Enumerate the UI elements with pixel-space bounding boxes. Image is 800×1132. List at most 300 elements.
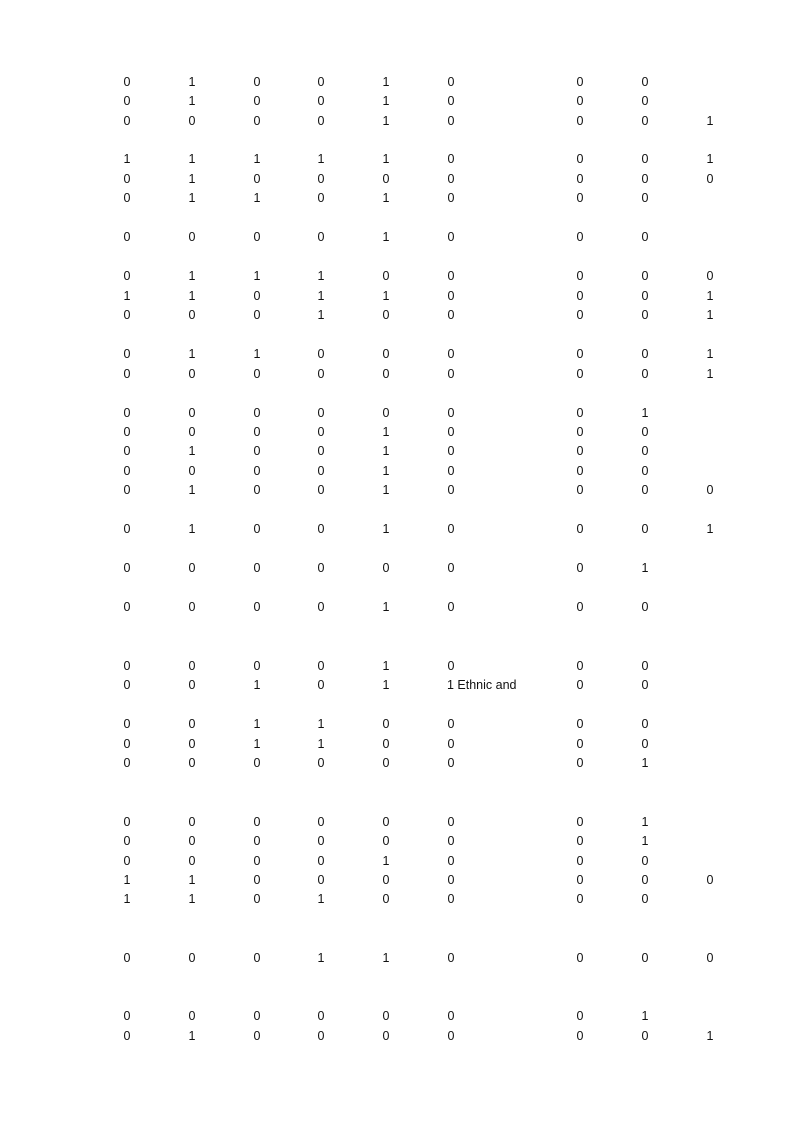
table-cell: 0 [123, 425, 131, 439]
table-cell: 0 [576, 854, 584, 868]
table-cell: 0 [447, 892, 455, 906]
table-cell: 0 [576, 367, 584, 381]
table-row [0, 345, 800, 363]
table-cell: 0 [447, 269, 455, 283]
table-cell: 0 [317, 522, 325, 536]
table-cell: 0 [382, 347, 390, 361]
table-cell: 0 [576, 834, 584, 848]
table-cell: 0 [188, 678, 196, 692]
table-cell: 0 [253, 308, 261, 322]
table-cell: 0 [253, 522, 261, 536]
table-cell: 0 [576, 347, 584, 361]
table-cell: 0 [576, 75, 584, 89]
table-cell: 0 [317, 114, 325, 128]
table-cell: 1 [188, 444, 196, 458]
table-cell: 1 [253, 191, 261, 205]
table-row [0, 735, 800, 753]
table-cell: 0 [317, 483, 325, 497]
table-cell: 1 [188, 152, 196, 166]
table-row [0, 890, 800, 908]
table-cell: 0 [641, 659, 649, 673]
table-cell: 1 [706, 367, 714, 381]
table-cell: 0 [253, 1009, 261, 1023]
table-cell: 0 [317, 561, 325, 575]
table-cell: 0 [253, 756, 261, 770]
table-cell: 1 [188, 94, 196, 108]
table-cell: 1 [641, 561, 649, 575]
table-cell: 0 [123, 1029, 131, 1043]
table-cell: 0 [641, 75, 649, 89]
table-cell: 0 [641, 347, 649, 361]
table-cell: 0 [641, 873, 649, 887]
table-cell: 1 [706, 114, 714, 128]
table-cell: 0 [317, 444, 325, 458]
table-cell: 0 [576, 94, 584, 108]
table-cell: 0 [188, 951, 196, 965]
table-cell: 0 [253, 464, 261, 478]
table-cell: 0 [382, 561, 390, 575]
table-cell: 0 [253, 444, 261, 458]
table-cell: 1 [317, 152, 325, 166]
table-row [0, 228, 800, 246]
table-row [0, 150, 800, 168]
table-cell: 0 [317, 1009, 325, 1023]
table-cell: 1 [706, 1029, 714, 1043]
table-cell: 0 [123, 230, 131, 244]
table-cell: 0 [188, 230, 196, 244]
table-cell: 0 [641, 114, 649, 128]
table-cell: 0 [188, 659, 196, 673]
table-cell: 1 [188, 75, 196, 89]
table-cell: 0 [317, 425, 325, 439]
table-cell: 1 [188, 269, 196, 283]
table-cell: 1 [123, 289, 131, 303]
table-cell: 0 [641, 425, 649, 439]
table-row [0, 559, 800, 577]
table-cell: 0 [317, 406, 325, 420]
table-cell: 0 [253, 75, 261, 89]
table-cell: 0 [447, 1009, 455, 1023]
table-cell: 0 [123, 114, 131, 128]
table-row [0, 715, 800, 733]
table-cell: 0 [447, 737, 455, 751]
table-cell: 0 [317, 75, 325, 89]
table-cell: 1 [253, 347, 261, 361]
table-cell: 0 [641, 600, 649, 614]
table-cell: 0 [706, 951, 714, 965]
table-cell: 0 [576, 737, 584, 751]
table-cell: 0 [382, 873, 390, 887]
table-cell: 0 [123, 406, 131, 420]
table-cell: 0 [253, 367, 261, 381]
table-cell: 1 [188, 873, 196, 887]
table-cell: 0 [641, 522, 649, 536]
table-cell: 0 [576, 1009, 584, 1023]
table-cell: 0 [576, 561, 584, 575]
table-cell: 0 [188, 815, 196, 829]
table-cell: 0 [253, 94, 261, 108]
table-cell: 0 [382, 1029, 390, 1043]
table-row [0, 189, 800, 207]
table-cell: 0 [123, 600, 131, 614]
table-cell: 1 [382, 678, 390, 692]
table-cell: 0 [382, 269, 390, 283]
table-cell: 0 [382, 172, 390, 186]
table-cell: 1 [253, 737, 261, 751]
table-cell: 1 [188, 522, 196, 536]
table-cell: 0 [123, 367, 131, 381]
table-cell: 1 [317, 269, 325, 283]
table-cell: 0 [317, 230, 325, 244]
table-cell: 1 [641, 406, 649, 420]
table-cell: 0 [188, 717, 196, 731]
table-cell: 0 [641, 289, 649, 303]
table-cell: 1 [382, 854, 390, 868]
table-cell: 0 [253, 230, 261, 244]
table-cell: 0 [253, 892, 261, 906]
table-row [0, 871, 800, 889]
table-cell: 0 [188, 1009, 196, 1023]
table-cell: 0 [706, 172, 714, 186]
table-cell: 0 [576, 600, 584, 614]
table-cell: 0 [576, 659, 584, 673]
table-cell: 0 [317, 678, 325, 692]
table-row [0, 404, 800, 422]
table-cell: 0 [641, 678, 649, 692]
table-cell: 0 [576, 678, 584, 692]
table-cell: 0 [447, 659, 455, 673]
table-cell: 1 [382, 152, 390, 166]
table-row [0, 365, 800, 383]
table-cell: 0 [382, 756, 390, 770]
table-cell: 0 [447, 483, 455, 497]
table-row [0, 1007, 800, 1025]
table-cell: 0 [641, 444, 649, 458]
table-cell: 0 [576, 308, 584, 322]
table-cell: 0 [253, 483, 261, 497]
table-cell: 1 [253, 717, 261, 731]
table-cell: 0 [447, 230, 455, 244]
table-cell: 1 [317, 951, 325, 965]
table-cell: 0 [253, 873, 261, 887]
table-cell: 0 [576, 1029, 584, 1043]
table-cell: 0 [447, 152, 455, 166]
table-cell: 0 [188, 756, 196, 770]
table-cell: 0 [317, 94, 325, 108]
table-cell: 0 [123, 659, 131, 673]
table-row [0, 832, 800, 850]
table-cell: 0 [123, 444, 131, 458]
table-cell: 1 [706, 289, 714, 303]
table-cell: 1 [188, 172, 196, 186]
table-cell: 0 [641, 464, 649, 478]
table-row [0, 462, 800, 480]
table-cell: 0 [317, 873, 325, 887]
table-cell: 1 [706, 522, 714, 536]
table-cell: 0 [253, 1029, 261, 1043]
table-cell: 0 [317, 854, 325, 868]
table-cell: 0 [447, 561, 455, 575]
table-cell: 0 [641, 94, 649, 108]
table-cell: 0 [447, 406, 455, 420]
table-cell: 1 [188, 191, 196, 205]
table-cell: 0 [253, 600, 261, 614]
table-row [0, 852, 800, 870]
table-cell: 0 [447, 75, 455, 89]
table-cell: 1 [382, 600, 390, 614]
table-cell: 0 [123, 815, 131, 829]
table-cell: 0 [317, 464, 325, 478]
table-cell: 0 [188, 425, 196, 439]
table-cell: 0 [253, 561, 261, 575]
table-cell: 1 [253, 678, 261, 692]
table-cell: 1 [382, 522, 390, 536]
table-cell: 0 [123, 951, 131, 965]
table-cell: 0 [576, 406, 584, 420]
table-cell: 1 [188, 347, 196, 361]
table-cell: 0 [253, 951, 261, 965]
table-cell: 0 [641, 172, 649, 186]
table-cell: 0 [576, 114, 584, 128]
table-cell: 0 [123, 854, 131, 868]
table-cell: 0 [641, 152, 649, 166]
table-cell: 0 [576, 951, 584, 965]
table-cell: 1 [641, 834, 649, 848]
table-cell: 0 [253, 834, 261, 848]
table-cell: 1 [188, 483, 196, 497]
table-cell: 0 [123, 717, 131, 731]
table-row [0, 73, 800, 91]
table-cell: 0 [706, 269, 714, 283]
table-row [0, 112, 800, 130]
table-cell: 0 [188, 367, 196, 381]
table-cell: 0 [317, 191, 325, 205]
table-cell: 1 [123, 892, 131, 906]
table-cell: 0 [641, 483, 649, 497]
table-cell: 0 [253, 854, 261, 868]
table-cell: 0 [382, 406, 390, 420]
table-cell: 0 [576, 483, 584, 497]
table-cell: 0 [317, 756, 325, 770]
table-row [0, 306, 800, 324]
table-cell: 0 [706, 873, 714, 887]
table-cell: 1 [382, 114, 390, 128]
table-cell: 0 [447, 425, 455, 439]
table-cell: 0 [576, 464, 584, 478]
table-cell: 1 [382, 191, 390, 205]
table-cell: 0 [382, 1009, 390, 1023]
table-cell: 1 Ethnic and [447, 678, 517, 692]
table-cell: 0 [253, 406, 261, 420]
table-cell: 0 [447, 600, 455, 614]
table-cell: 0 [253, 114, 261, 128]
table-cell: 0 [123, 678, 131, 692]
table-cell: 0 [123, 269, 131, 283]
table-cell: 0 [576, 425, 584, 439]
table-cell: 1 [188, 289, 196, 303]
table-row [0, 676, 800, 694]
table-cell: 0 [641, 308, 649, 322]
table-cell: 0 [253, 815, 261, 829]
table-cell: 1 [382, 464, 390, 478]
table-cell: 1 [317, 717, 325, 731]
table-cell: 1 [641, 1009, 649, 1023]
table-cell: 0 [382, 308, 390, 322]
table-cell: 0 [317, 347, 325, 361]
table-cell: 0 [123, 308, 131, 322]
table-cell: 1 [382, 951, 390, 965]
table-cell: 1 [641, 756, 649, 770]
table-cell: 0 [576, 522, 584, 536]
table-cell: 0 [641, 854, 649, 868]
table-cell: 1 [382, 230, 390, 244]
table-cell: 0 [123, 737, 131, 751]
table-cell: 0 [447, 854, 455, 868]
table-cell: 0 [382, 834, 390, 848]
table-cell: 1 [253, 269, 261, 283]
table-cell: 0 [447, 951, 455, 965]
table-cell: 0 [447, 191, 455, 205]
table-cell: 0 [641, 269, 649, 283]
table-cell: 0 [706, 483, 714, 497]
table-cell: 0 [447, 834, 455, 848]
table-cell: 1 [317, 289, 325, 303]
table-cell: 0 [447, 308, 455, 322]
table-row [0, 520, 800, 538]
table-cell: 0 [576, 269, 584, 283]
table-cell: 1 [188, 1029, 196, 1043]
table-cell: 0 [253, 172, 261, 186]
table-cell: 0 [253, 425, 261, 439]
table-cell: 0 [447, 114, 455, 128]
table-cell: 0 [641, 951, 649, 965]
table-row [0, 267, 800, 285]
table-row [0, 813, 800, 831]
table-cell: 0 [123, 1009, 131, 1023]
table-cell: 0 [641, 737, 649, 751]
table-cell: 0 [447, 464, 455, 478]
table-cell: 0 [641, 230, 649, 244]
table-row [0, 287, 800, 305]
table-cell: 0 [576, 444, 584, 458]
table-cell: 0 [188, 854, 196, 868]
table-cell: 0 [641, 367, 649, 381]
table-cell: 0 [317, 1029, 325, 1043]
table-cell: 0 [447, 717, 455, 731]
table-cell: 0 [641, 191, 649, 205]
table-cell: 0 [576, 756, 584, 770]
table-cell: 0 [188, 561, 196, 575]
table-cell: 1 [188, 892, 196, 906]
table-row [0, 754, 800, 772]
table-cell: 1 [382, 444, 390, 458]
table-cell: 0 [317, 659, 325, 673]
table-cell: 0 [123, 94, 131, 108]
table-cell: 0 [641, 1029, 649, 1043]
table-cell: 1 [706, 152, 714, 166]
table-cell: 0 [123, 522, 131, 536]
table-row [0, 481, 800, 499]
table-cell: 1 [123, 873, 131, 887]
table-cell: 0 [641, 892, 649, 906]
table-cell: 1 [253, 152, 261, 166]
table-cell: 1 [317, 308, 325, 322]
table-cell: 0 [188, 114, 196, 128]
table-cell: 0 [123, 172, 131, 186]
table-cell: 0 [576, 191, 584, 205]
table-cell: 0 [123, 464, 131, 478]
table-cell: 0 [576, 172, 584, 186]
table-cell: 0 [188, 464, 196, 478]
table-cell: 0 [641, 717, 649, 731]
table-cell: 0 [447, 1029, 455, 1043]
table-row [0, 92, 800, 110]
table-row [0, 657, 800, 675]
table-cell: 0 [317, 600, 325, 614]
table-cell: 0 [447, 756, 455, 770]
table-cell: 0 [317, 815, 325, 829]
table-cell: 0 [447, 873, 455, 887]
table-cell: 0 [576, 717, 584, 731]
table-cell: 0 [447, 444, 455, 458]
table-cell: 0 [188, 308, 196, 322]
table-cell: 0 [447, 815, 455, 829]
table-cell: 0 [123, 756, 131, 770]
table-cell: 0 [123, 483, 131, 497]
table-cell: 0 [382, 367, 390, 381]
table-row [0, 598, 800, 616]
table-cell: 0 [576, 873, 584, 887]
table-row [0, 1027, 800, 1045]
table-cell: 0 [382, 815, 390, 829]
table-cell: 0 [382, 717, 390, 731]
table-cell: 1 [382, 94, 390, 108]
table-cell: 1 [382, 75, 390, 89]
table-cell: 0 [188, 737, 196, 751]
table-cell: 0 [447, 94, 455, 108]
table-cell: 0 [576, 152, 584, 166]
table-cell: 0 [123, 834, 131, 848]
table-cell: 0 [253, 289, 261, 303]
table-row [0, 170, 800, 188]
table-row [0, 442, 800, 460]
table-cell: 0 [123, 191, 131, 205]
table-cell: 0 [447, 289, 455, 303]
table-cell: 1 [706, 347, 714, 361]
table-row [0, 949, 800, 967]
table-cell: 0 [576, 230, 584, 244]
table-cell: 0 [447, 172, 455, 186]
table-cell: 0 [447, 367, 455, 381]
table-cell: 0 [188, 600, 196, 614]
table-cell: 1 [317, 737, 325, 751]
table-cell: 1 [382, 659, 390, 673]
table-cell: 1 [382, 289, 390, 303]
table-cell: 1 [317, 892, 325, 906]
table-cell: 0 [576, 892, 584, 906]
table-cell: 1 [382, 483, 390, 497]
table-row [0, 423, 800, 441]
table-cell: 0 [123, 75, 131, 89]
table-cell: 0 [576, 289, 584, 303]
table-cell: 0 [382, 892, 390, 906]
table-cell: 0 [123, 561, 131, 575]
table-cell: 0 [576, 815, 584, 829]
table-cell: 1 [382, 425, 390, 439]
table-cell: 0 [317, 367, 325, 381]
table-cell: 0 [253, 659, 261, 673]
table-cell: 0 [123, 347, 131, 361]
